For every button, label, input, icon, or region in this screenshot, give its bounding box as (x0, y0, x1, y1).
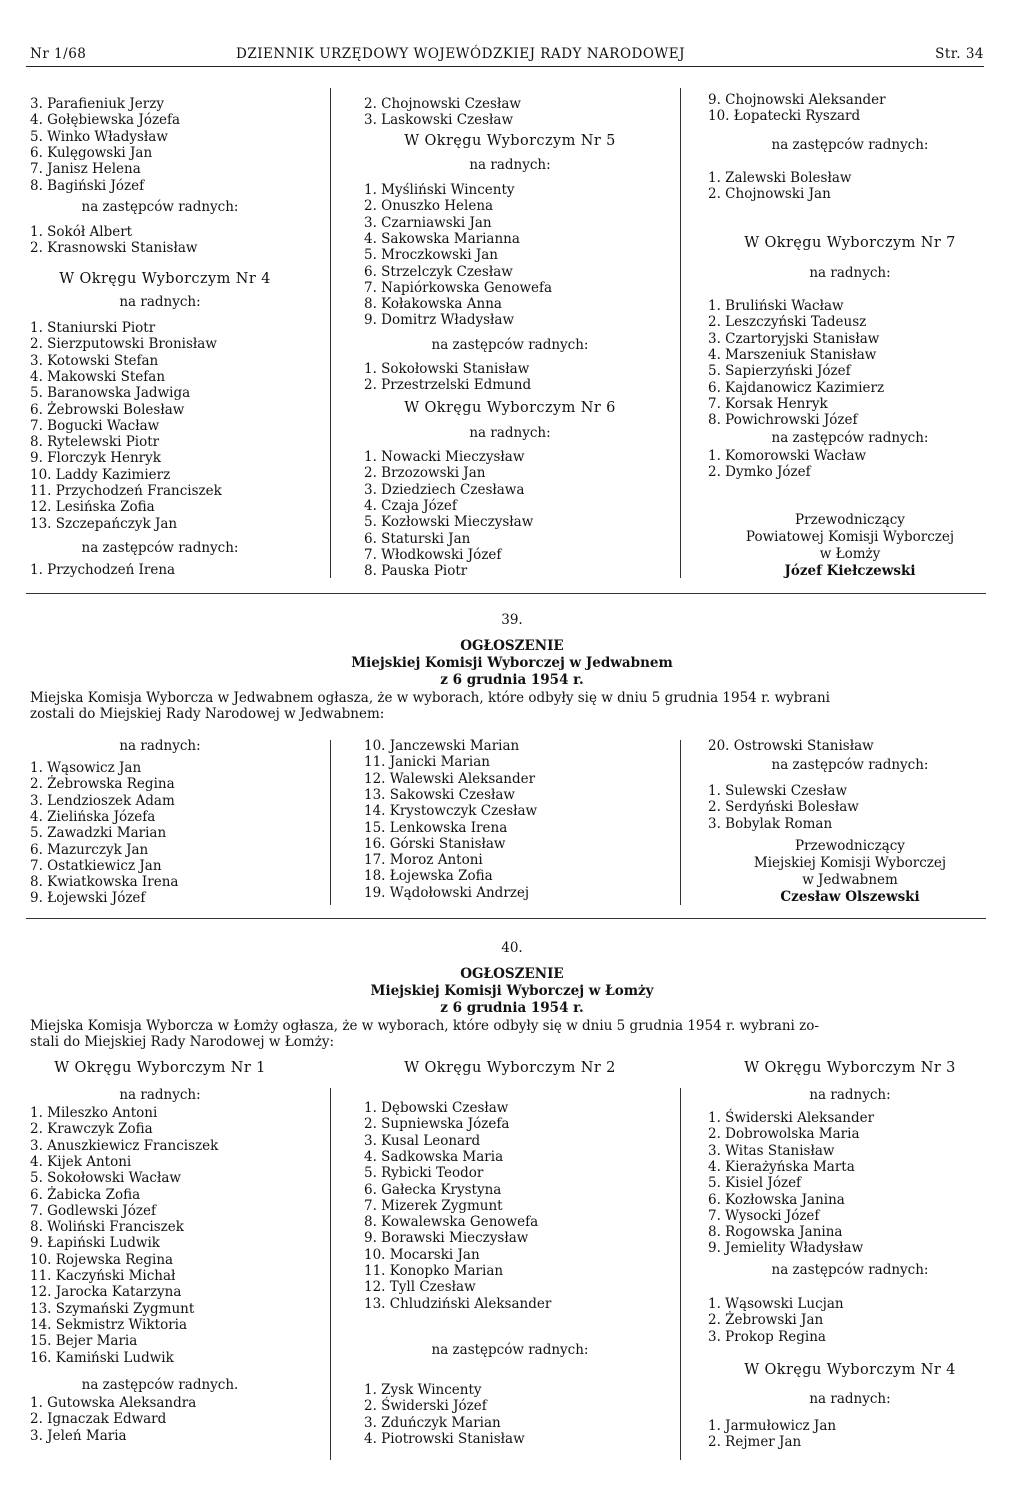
candidate-item: 6. Żabicka Zofia (30, 1186, 141, 1203)
candidate-item: 5. Zawadzki Marian (30, 825, 167, 842)
candidate-item: 10. Janczewski Marian (364, 738, 520, 754)
announcement-number: 39. (501, 612, 523, 628)
announcement-number: 40. (501, 940, 523, 956)
candidate-item: 13. Szymański Zygmunt (30, 1300, 195, 1317)
column-rule (330, 740, 331, 905)
commission-name: Miejskiej Komisji Wyborczej w Jedwabnem (351, 655, 673, 671)
candidate-item: 10. Rojewska Regina (30, 1251, 174, 1268)
candidate-item: 17. Moroz Antoni (364, 852, 483, 869)
deputies-heading: na zastępców radnych: (81, 199, 239, 215)
candidate-item: 9. Borawski Mieczysław (364, 1230, 529, 1247)
column-rule (680, 1088, 681, 1460)
candidate-item: 1. Myśliński Wincenty (364, 182, 515, 198)
candidate-item: 7. Korsak Henryk (708, 395, 828, 412)
candidate-item: 4. Czaja Józef (364, 497, 457, 514)
candidate-item: 11. Janicki Marian (364, 754, 490, 771)
district-heading: W Okręgu Wyborczym Nr 6 (404, 400, 616, 416)
candidate-item: 11. Kaczyński Michał (30, 1268, 176, 1284)
candidate-item: 7. Godlewski Józef (30, 1202, 156, 1219)
candidate-item: 4. Gołębiewska Józefa (30, 112, 181, 129)
candidate-item: 2. Żebrowski Jan (708, 1312, 824, 1329)
deputies-heading: na zastępców radnych: (431, 337, 589, 353)
commission-name: Miejskiej Komisji Wyborczej w Łomży (370, 983, 654, 999)
candidate-item: 1. Zysk Wincenty (364, 1382, 482, 1398)
candidate-item: 2. Supniewska Józefa (364, 1116, 510, 1133)
candidate-item: 18. Łojewska Zofia (364, 868, 493, 885)
district-heading: W Okręgu Wyborczym Nr 4 (59, 271, 271, 287)
candidate-item: 13. Szczepańczyk Jan (30, 515, 178, 532)
candidate-item: 2. Brzozowski Jan (364, 465, 486, 482)
candidate-item: 5. Kozłowski Mieczysław (364, 514, 534, 531)
candidate-item: 2. Chojnowski Jan (708, 186, 831, 203)
candidate-item: 3. Anuszkiewicz Franciszek (30, 1137, 219, 1154)
deputies-heading: na zastępców radnych. (81, 1377, 239, 1393)
candidate-item: 8. Powichrowski Józef (708, 412, 858, 429)
signature-line: w Łomży (819, 546, 881, 562)
candidate-item: 8. Kowalewska Genowefa (364, 1214, 539, 1231)
candidate-item: 4. Kijek Antoni (30, 1153, 132, 1170)
column-rule (680, 88, 681, 578)
page-header (26, 44, 984, 67)
candidate-item: 4. Sakowska Marianna (364, 230, 520, 247)
candidate-item: 4. Piotrowski Stanisław (364, 1430, 525, 1447)
deputies-heading: na zastępców radnych: (771, 137, 929, 153)
announcement-text: stali do Miejskiej Rady Narodowej w Łomży: (30, 1034, 335, 1050)
candidate-item: 3. Kotowski Stefan (30, 352, 159, 369)
candidate-item: 7. Włodkowski Józef (364, 546, 502, 563)
candidate-item: 9. Domitrz Władysław (364, 312, 515, 329)
councillors-heading: na radnych: (119, 294, 201, 310)
signatory-name: Józef Kiełczewski (784, 563, 916, 579)
announcement-text: zostali do Miejskiej Rady Narodowej w Jedwabnem: (30, 706, 385, 722)
issue-number: Nr 1/68 (30, 46, 87, 62)
candidate-item: 2. Krasnowski Stanisław (30, 240, 198, 257)
candidate-item: 8. Kwiatkowska Irena (30, 874, 179, 891)
announcement-text: Miejska Komisja Wyborcza w Łomży ogłasza, że w wyborach, które odbyły się w dniu 5 grudnia 1954 r. wybrani zo- (30, 1018, 819, 1034)
deputies-heading: na zastępców radnych: (431, 1342, 589, 1358)
candidate-item: 7. Napiórkowska Genowefa (364, 279, 553, 296)
candidate-item: 8. Woliński Franciszek (30, 1219, 184, 1236)
candidate-item: 3. Jeleń Maria (30, 1427, 127, 1444)
councillors-heading: na radnych: (469, 157, 551, 173)
candidate-item: 15. Lenkowska Irena (364, 819, 508, 836)
candidate-item: 1. Sulewski Czesław (708, 783, 848, 799)
candidate-item: 3. Witas Stanisław (708, 1142, 835, 1159)
announcement-date: z 6 grudnia 1954 r. (440, 672, 584, 688)
candidate-item: 4. Makowski Stefan (30, 368, 166, 385)
signature-line: Powiatowej Komisji Wyborczej (745, 529, 955, 545)
column-rule (330, 88, 331, 578)
candidate-item: 11. Konopko Marian (364, 1263, 504, 1279)
candidate-item: 16. Kamiński Ludwik (30, 1349, 174, 1366)
candidate-item: 5. Sapierzyński Józef (708, 363, 851, 380)
candidate-item: 10. Łopatecki Ryszard (708, 108, 861, 125)
candidate-item: 12. Tyll Czesław (364, 1279, 476, 1296)
candidate-item: 16. Górski Stanisław (364, 835, 506, 852)
district-heading: W Okręgu Wyborczym Nr 1 (54, 1060, 266, 1076)
candidate-item: 20. Ostrowski Stanisław (708, 738, 874, 754)
candidate-item: 6. Kulęgowski Jan (30, 144, 153, 161)
candidate-item: 6. Mazurczyk Jan (30, 841, 149, 858)
candidate-item: 12. Jarocka Katarzyna (30, 1284, 182, 1301)
candidate-item: 9. Florczyk Henryk (30, 450, 161, 467)
candidate-item: 13. Sakowski Czesław (364, 786, 515, 803)
candidate-item: 5. Winko Władysław (30, 128, 168, 145)
candidate-item: 4. Zielińska Józefa (30, 808, 156, 825)
candidate-item: 5. Sokołowski Wacław (30, 1170, 181, 1187)
candidate-item: 6. Gałecka Krystyna (364, 1181, 502, 1198)
candidate-item: 14. Krystowczyk Czesław (364, 803, 538, 820)
section-divider (26, 593, 986, 594)
candidate-item: 6. Strzelczyk Czesław (364, 263, 513, 280)
candidate-item: 1. Wąsowicz Jan (30, 760, 142, 776)
councillors-heading: na radnych: (119, 1087, 201, 1103)
deputies-heading: na zastępców radnych: (771, 757, 929, 773)
candidate-item: 1. Przychodzeń Irena (30, 562, 176, 578)
candidate-item: 2. Krawczyk Zofia (30, 1121, 153, 1138)
signature-line: Miejskiej Komisji Wyborczej (753, 855, 947, 871)
candidate-item: 8. Pauska Piotr (364, 563, 468, 580)
candidate-item: 5. Baranowska Jadwiga (30, 385, 191, 402)
deputies-heading: na zastępców radnych: (81, 540, 239, 556)
candidate-item: 8. Rogowska Janina (708, 1224, 843, 1241)
candidate-item: 10. Laddy Kazimierz (30, 466, 171, 483)
candidate-item: 6. Kozłowska Janina (708, 1191, 845, 1208)
candidate-item: 2. Żebrowska Regina (30, 776, 175, 793)
candidate-item: 1. Jarmułowicz Jan (708, 1418, 837, 1434)
candidate-item: 4. Sadkowska Maria (364, 1148, 504, 1165)
candidate-item: 5. Rybicki Teodor (364, 1165, 484, 1182)
candidate-item: 12. Lesińska Zofia (30, 499, 155, 516)
candidate-item: 3. Dziedziech Czesława (364, 481, 525, 498)
candidate-item: 15. Bejer Maria (30, 1333, 138, 1350)
page-number: Str. 34 (935, 46, 984, 62)
candidate-item: 6. Żebrowski Bolesław (30, 401, 185, 418)
candidate-item: 1. Bruliński Wacław (708, 298, 844, 314)
candidate-item: 2. Ignaczak Edward (30, 1411, 167, 1428)
candidate-item: 3. Prokop Regina (708, 1328, 826, 1345)
column-rule (330, 1088, 331, 1460)
candidate-item: 3. Kusal Leonard (364, 1132, 481, 1149)
candidate-item: 2. Serdyński Bolesław (708, 799, 859, 816)
candidate-item: 1. Mileszko Antoni (30, 1105, 158, 1121)
candidate-item: 10. Mocarski Jan (364, 1246, 480, 1263)
signatory-name: Czesław Olszewski (780, 889, 920, 905)
candidate-item: 1. Sokołowski Stanisław (364, 361, 530, 377)
candidate-item: 1. Komorowski Wacław (708, 448, 867, 464)
district-heading: W Okręgu Wyborczym Nr 4 (744, 1362, 956, 1378)
candidate-item: 12. Walewski Aleksander (364, 770, 536, 787)
announcement-date: z 6 grudnia 1954 r. (440, 1000, 584, 1016)
candidate-item: 1. Dębowski Czesław (364, 1100, 509, 1116)
candidate-item: 9. Łojewski Józef (30, 890, 146, 907)
councillors-heading: na radnych: (809, 1087, 891, 1103)
candidate-item: 9. Jemielity Władysław (708, 1240, 864, 1257)
district-heading: W Okręgu Wyborczym Nr 5 (404, 133, 616, 149)
candidate-item: 1. Nowacki Mieczysław (364, 449, 525, 465)
candidate-item: 2. Leszczyński Tadeusz (708, 314, 867, 331)
announcement-title: OGŁOSZENIE (460, 638, 564, 654)
signature-line: Przewodniczący (795, 838, 905, 854)
candidate-item: 14. Sekmistrz Wiktoria (30, 1316, 188, 1333)
column-rule (680, 740, 681, 905)
candidate-item: 1. Sokół Albert (30, 224, 133, 240)
candidate-item: 2. Dymko Józef (708, 464, 811, 481)
candidate-item: 1. Świderski Aleksander (708, 1110, 875, 1126)
candidate-item: 3. Czartoryjski Stanisław (708, 330, 880, 347)
candidate-item: 4. Marszeniuk Stanisław (708, 346, 877, 363)
candidate-item: 2. Świderski Józef (364, 1398, 487, 1415)
candidate-item: 2. Onuszko Helena (364, 198, 494, 215)
candidate-item: 8. Bagiński Józef (30, 177, 145, 194)
candidate-item: 2. Przestrzelski Edmund (364, 377, 532, 394)
candidate-item: 7. Bogucki Wacław (30, 417, 160, 434)
councillors-heading: na radnych: (809, 1391, 891, 1407)
candidate-item: 3. Bobylak Roman (708, 815, 833, 832)
deputies-heading: na zastępców radnych: (771, 1262, 929, 1278)
candidate-item: 3. Czarniawski Jan (364, 214, 492, 231)
deputies-heading: na zastępców radnych: (771, 430, 929, 446)
candidate-item: 3. Lendzioszek Adam (30, 792, 175, 809)
district-heading: W Okręgu Wyborczym Nr 2 (404, 1060, 616, 1076)
candidate-item: 3. Zduńczyk Marian (364, 1414, 501, 1431)
candidate-item: 8. Rytelewski Piotr (30, 434, 160, 451)
candidate-item: 7. Janisz Helena (30, 161, 141, 178)
candidate-item: 1. Zalewski Bolesław (708, 170, 852, 186)
councillors-heading: na radnych: (469, 425, 551, 441)
section-divider (26, 918, 986, 919)
candidate-item: 2. Sierzputowski Bronisław (30, 336, 217, 353)
candidate-item: 6. Staturski Jan (364, 530, 471, 547)
councillors-heading: na radnych: (119, 738, 201, 754)
district-heading: W Okręgu Wyborczym Nr 3 (744, 1060, 956, 1076)
candidate-item: 6. Kajdanowicz Kazimierz (708, 379, 885, 396)
candidate-item: 7. Wysocki Józef (708, 1207, 820, 1224)
candidate-item: 11. Przychodzeń Franciszek (30, 483, 222, 499)
announcement-title: OGŁOSZENIE (460, 966, 564, 982)
signature-line: w Jedwabnem (802, 872, 898, 888)
candidate-item: 19. Wądołowski Andrzej (364, 884, 530, 901)
candidate-item: 4. Kierażyńska Marta (708, 1158, 855, 1175)
candidate-item: 3. Laskowski Czesław (364, 112, 514, 129)
signature-line: Przewodniczący (795, 512, 905, 528)
candidate-item: 9. Chojnowski Aleksander (708, 92, 886, 108)
announcement-text: Miejska Komisja Wyborcza w Jedwabnem ogłasza, że w wyborach, które odbyły się w dniu 5 grudnia 1954 r. wybrani (30, 690, 830, 706)
candidate-item: 7. Mizerek Zygmunt (364, 1197, 503, 1214)
candidate-item: 9. Łapiński Ludwik (30, 1235, 160, 1252)
candidate-item: 5. Mroczkowski Jan (364, 247, 498, 264)
candidate-item: 13. Chludziński Aleksander (364, 1295, 552, 1312)
district-heading: W Okręgu Wyborczym Nr 7 (744, 235, 956, 251)
councillors-heading: na radnych: (809, 265, 891, 281)
candidate-item: 2. Rejmer Jan (708, 1434, 802, 1451)
candidate-item: 1. Wąsowski Lucjan (708, 1296, 844, 1312)
journal-title: DZIENNIK URZĘDOWY WOJEWÓDZKIEJ RADY NARODOWEJ (236, 46, 686, 62)
candidate-item: 1. Staniurski Piotr (30, 320, 156, 336)
candidate-item: 2. Chojnowski Czesław (364, 96, 521, 112)
candidate-item: 2. Dobrowolska Maria (708, 1126, 860, 1143)
candidate-item: 3. Parafieniuk Jerzy (30, 96, 164, 112)
candidate-item: 5. Kisiel Józef (708, 1175, 802, 1192)
candidate-item: 7. Ostatkiewicz Jan (30, 857, 162, 874)
candidate-item: 8. Kołakowska Anna (364, 296, 502, 313)
candidate-item: 1. Gutowska Aleksandra (30, 1395, 197, 1411)
